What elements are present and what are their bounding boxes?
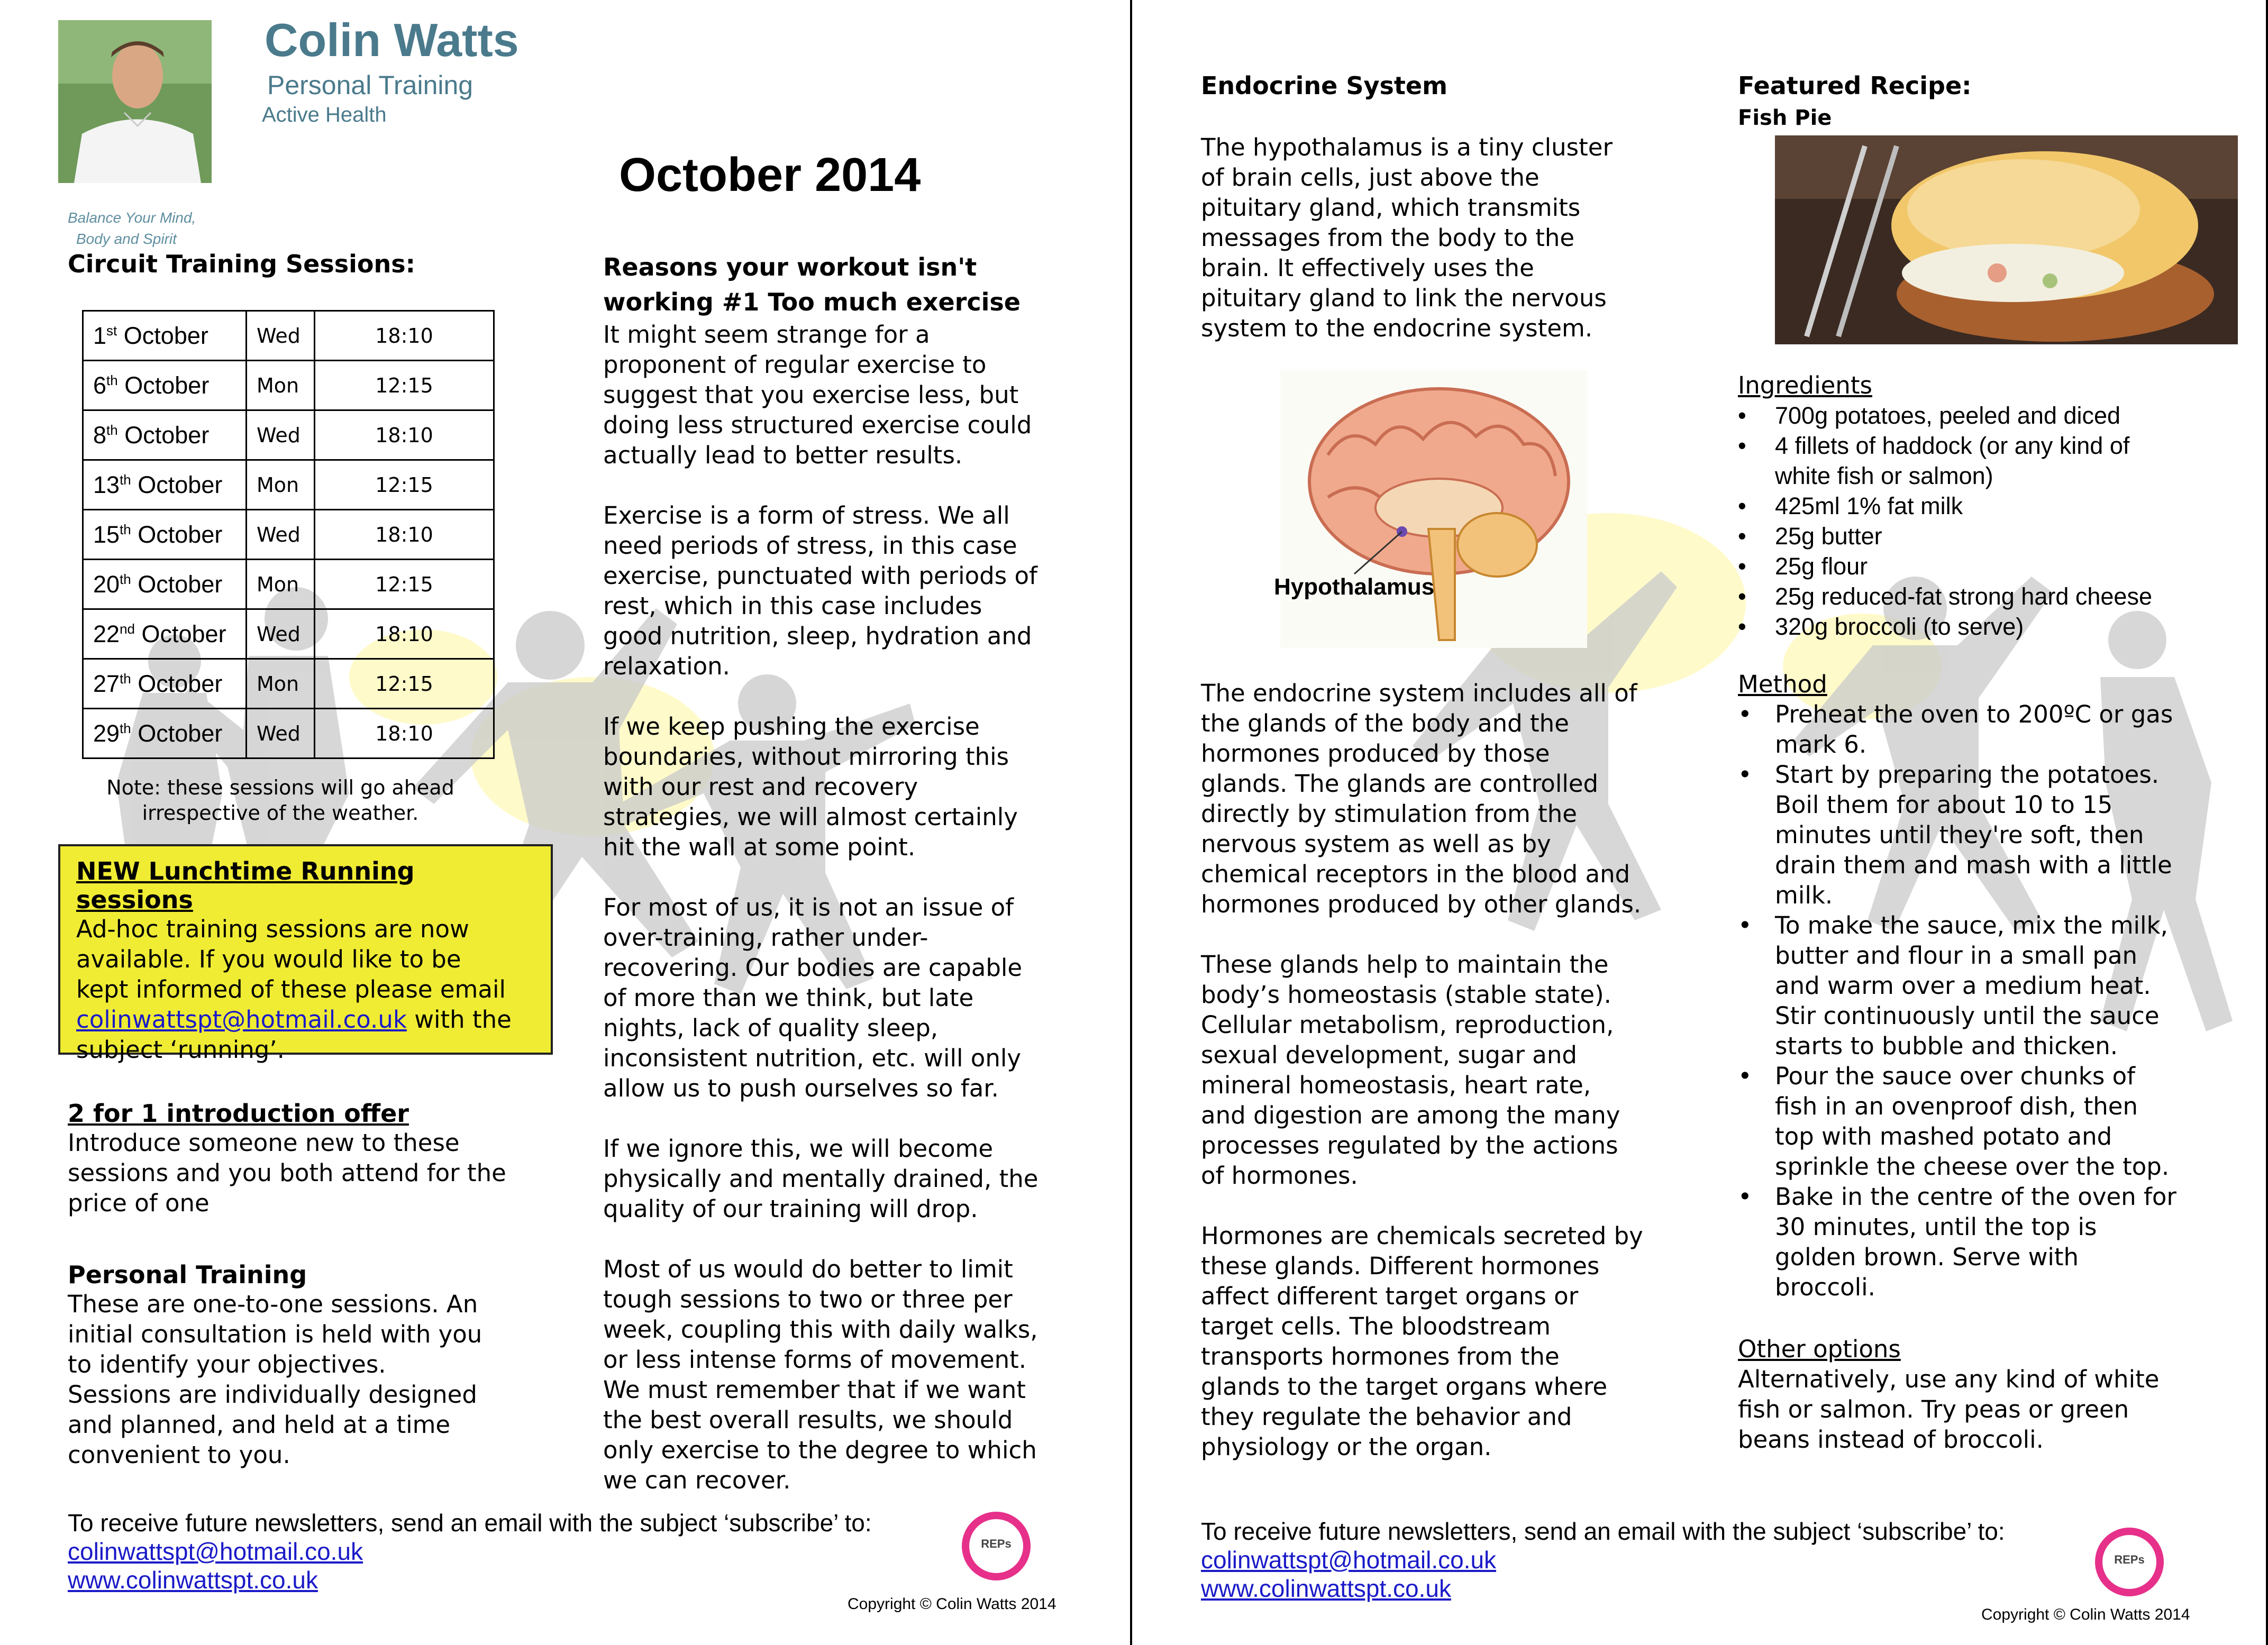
session-month: October <box>138 520 223 548</box>
lunchtime-line: subject ‘running’. <box>76 1036 285 1064</box>
article <box>603 250 1038 1495</box>
session-row <box>83 361 494 410</box>
endocrine-paragraph <box>1201 1221 1643 1462</box>
reps-badge-inner <box>969 1519 1023 1573</box>
personal-training-section <box>68 1260 482 1470</box>
endocrine-intro-line: messages from the body to the <box>1201 224 1575 252</box>
other-options-title: Other options <box>1738 1335 1901 1363</box>
session-time: 18:10 <box>315 609 494 659</box>
session-row <box>83 311 494 361</box>
article-line: the best overall results, we should <box>603 1406 1013 1434</box>
lunchtime-email-link[interactable]: colinwattspt@hotmail.co.uk <box>76 1006 407 1034</box>
ingredient-item <box>1738 611 2152 642</box>
endocrine-line: and digestion are among the many <box>1201 1101 1620 1129</box>
method-step-item-line: Stir continuously until the sauce <box>1775 1002 2160 1030</box>
method-step-item-line: broccoli. <box>1775 1273 1875 1301</box>
article-body <box>603 319 1038 1495</box>
method-step-item-line: • Preheat the oven to 200ºC or gas <box>1775 700 2173 728</box>
ingredient-item <box>1738 521 2152 551</box>
article-paragraph <box>603 1254 1038 1495</box>
other-options-section <box>1738 1334 2159 1455</box>
session-month: October <box>138 670 223 697</box>
recipe-heading: Featured Recipe: <box>1738 71 1972 100</box>
tagline-line-2: Body and Spirit <box>76 231 177 247</box>
ingredient-item <box>1738 491 2152 521</box>
lunchtime-running-box <box>58 844 553 1064</box>
method-step-item-line: milk. <box>1775 881 1833 909</box>
endocrine-line: body’s homeostasis (stable state). <box>1201 981 1611 1009</box>
personal-training-body <box>68 1289 482 1470</box>
ingredient-item <box>1738 400 2152 431</box>
article-paragraph <box>603 500 1038 681</box>
article-line: For most of us, it is not an issue of <box>603 893 1014 921</box>
endocrine-line: physiology or the organ. <box>1201 1433 1492 1461</box>
lunchtime-title: NEW Lunchtime Running sessions <box>76 857 415 914</box>
article-line: physically and mentally drained, the <box>603 1165 1039 1193</box>
endocrine-line: Cellular metabolism, reproduction, <box>1201 1011 1614 1039</box>
article-title-line-1: Reasons your workout isn't <box>603 253 977 281</box>
endocrine-line: these glands. Different hormones <box>1201 1252 1600 1280</box>
reps-badge-inner-right <box>2102 1535 2156 1589</box>
article-line: inconsistent nutrition, etc. will only <box>603 1044 1021 1072</box>
article-line: allow us to push ourselves so far. <box>603 1074 999 1102</box>
method-step-item-line: starts to bubble and thicken. <box>1775 1032 2118 1060</box>
session-day-suffix: st <box>106 322 117 339</box>
article-line: need periods of stress, in this case <box>603 532 1017 560</box>
session-weekday: Mon <box>247 560 315 609</box>
session-weekday: Wed <box>247 609 315 659</box>
session-date <box>83 311 247 361</box>
ingredient-item-line: • 25g reduced-fat strong hard cheese <box>1775 583 2152 610</box>
session-day-number: 15 <box>93 520 120 548</box>
lunchtime-line: available. If you would like to be <box>76 945 461 973</box>
sessions-note-line-1: Note: these sessions will go ahead <box>106 776 454 799</box>
session-month: October <box>123 322 208 349</box>
session-day-number: 22 <box>93 620 120 647</box>
endocrine-line: processes regulated by the actions <box>1201 1131 1618 1159</box>
article-line: recovering. Our bodies are capable <box>603 954 1023 982</box>
fish-pie-photo <box>1775 135 2238 344</box>
issue-date: October 2014 <box>619 149 921 202</box>
session-weekday: Mon <box>247 659 315 709</box>
endocrine-intro-line: pituitary gland, which transmits <box>1201 194 1581 222</box>
article-line: If we keep pushing the exercise <box>603 712 980 741</box>
article-paragraph <box>603 711 1038 862</box>
fish-pie-image <box>1775 135 2238 344</box>
session-weekday: Wed <box>247 709 315 758</box>
session-day-suffix: th <box>120 670 131 687</box>
article-title <box>603 250 1038 319</box>
endocrine-line: These glands help to maintain the <box>1201 951 1609 979</box>
ingredient-item-line: • 4 fillets of haddock (or any kind of <box>1775 432 2130 459</box>
right-page <box>1132 0 2268 1645</box>
left-page <box>0 0 1132 1645</box>
session-date <box>83 361 247 410</box>
method-step-item-line: • To make the sauce, mix the milk, <box>1775 911 2168 939</box>
method-step-item <box>1738 1061 2176 1182</box>
session-day-suffix: th <box>120 521 131 537</box>
ingredient-item-line: • 425ml 1% fat milk <box>1775 492 1963 519</box>
article-line: we can recover. <box>603 1466 791 1494</box>
article-line: exercise, punctuated with periods of <box>603 562 1037 590</box>
endocrine-line: Hormones are chemicals secreted by <box>1201 1222 1643 1250</box>
session-row <box>83 709 494 758</box>
personal-training-line: initial consultation is held with you <box>68 1320 482 1348</box>
endocrine-line: hormones produced by those <box>1201 739 1550 767</box>
session-month: October <box>138 570 223 598</box>
session-date <box>83 410 247 460</box>
method-step-item <box>1738 760 2176 910</box>
footer-website-link[interactable]: www.colinwattspt.co.uk <box>68 1566 318 1594</box>
article-line: rest, which in this case includes <box>603 592 982 620</box>
session-row <box>83 460 494 510</box>
ingredient-item-line: • 320g broccoli (to serve) <box>1775 613 2024 640</box>
footer-right <box>1201 1517 2005 1603</box>
article-line: week, coupling this with daily walks, <box>603 1315 1038 1344</box>
session-day-suffix: th <box>120 720 131 736</box>
session-day-number: 13 <box>93 471 120 498</box>
article-line: strategies, we will almost certainly <box>603 803 1018 831</box>
endocrine-line: glands. The glands are controlled <box>1201 770 1599 798</box>
ingredients-title: Ingredients <box>1738 371 1872 399</box>
session-time: 12:15 <box>315 560 494 609</box>
article-paragraph <box>603 319 1038 470</box>
endocrine-line: glands to the target organs where <box>1201 1373 1608 1401</box>
endocrine-intro-line: of brain cells, just above the <box>1201 163 1540 191</box>
reps-badge-icon <box>962 1512 1031 1580</box>
session-month: October <box>124 371 210 399</box>
article-line: proponent of regular exercise to <box>603 351 987 379</box>
sessions-table <box>82 310 495 759</box>
session-row <box>83 410 494 460</box>
endocrine-line: nervous system as well as by <box>1201 830 1551 858</box>
session-row <box>83 510 494 560</box>
footer-email-link-right[interactable]: colinwattspt@hotmail.co.uk <box>1201 1546 1497 1574</box>
endocrine-line: hormones produced by other glands. <box>1201 890 1642 918</box>
session-date <box>83 460 247 510</box>
article-paragraph <box>603 892 1038 1103</box>
footer-website-link-right[interactable]: www.colinwattspt.co.uk <box>1201 1575 1451 1602</box>
copyright: Copyright © Colin Watts 2014 <box>848 1595 1056 1613</box>
article-line: actually lead to better results. <box>603 441 963 469</box>
method-step-item-line: • Pour the sauce over chunks of <box>1775 1062 2135 1090</box>
personal-training-title: Personal Training <box>68 1260 307 1289</box>
offer-line: Introduce someone new to these <box>68 1129 460 1157</box>
session-day-number: 8 <box>93 421 107 449</box>
article-line: of more than we think, but late <box>603 984 974 1012</box>
endocrine-line: target cells. The bloodstream <box>1201 1312 1551 1340</box>
offer-line: sessions and you both attend for the <box>68 1159 506 1187</box>
session-time: 12:15 <box>315 460 494 510</box>
session-month: October <box>141 620 226 647</box>
session-day-suffix: th <box>120 471 131 488</box>
footer-email-link[interactable]: colinwattspt@hotmail.co.uk <box>68 1538 363 1565</box>
session-time: 18:10 <box>315 311 494 361</box>
personal-training-line: and planned, and held at a time <box>68 1411 451 1439</box>
endocrine-line: The endocrine system includes all of <box>1201 679 1637 707</box>
endocrine-line: the glands of the body and the <box>1201 709 1569 737</box>
method-step-item-line: mark 6. <box>1775 730 1867 758</box>
sessions-note <box>90 775 471 826</box>
trainer-portrait-image <box>58 20 212 183</box>
endocrine-paragraph <box>1201 678 1643 919</box>
article-line: suggest that you exercise less, but <box>603 381 1019 409</box>
ingredient-item-line: white fish or salmon) <box>1775 462 1993 489</box>
article-line: tough sessions to two or three per <box>603 1285 1013 1313</box>
article-line: hit the wall at some point. <box>603 833 916 861</box>
personal-training-line: to identify your objectives. <box>68 1350 386 1378</box>
endocrine-line: transports hormones from the <box>1201 1342 1560 1370</box>
method-list <box>1738 699 2176 1302</box>
offer-body <box>68 1128 506 1218</box>
session-month: October <box>138 471 223 498</box>
article-line: We must remember that if we want <box>603 1376 1026 1404</box>
session-day-number: 27 <box>93 670 120 697</box>
session-date <box>83 560 247 609</box>
article-line: relaxation. <box>603 652 730 680</box>
circuit-heading: Circuit Training Sessions: <box>68 250 416 278</box>
lunchtime-body <box>76 914 535 1065</box>
session-date <box>83 659 247 709</box>
lunchtime-line: kept informed of these please email <box>76 975 506 1003</box>
endocrine-line: affect different target organs or <box>1201 1282 1579 1310</box>
session-row <box>83 560 494 609</box>
ingredients-list <box>1738 400 2152 642</box>
personal-training-line: Sessions are individually designed <box>68 1381 477 1409</box>
offer-section <box>68 1099 506 1218</box>
offer-line: price of one <box>68 1189 210 1217</box>
recipe-name: Fish Pie <box>1738 106 1832 130</box>
endocrine-intro-line: pituitary gland to link the nervous <box>1201 284 1607 312</box>
session-day-number: 1 <box>93 322 107 349</box>
method-step-item-line: and warm over a medium heat. <box>1775 972 2151 1000</box>
session-row <box>83 609 494 659</box>
article-line: only exercise to the degree to which <box>603 1436 1037 1464</box>
method-step-item-line: butter and flour in a small pan <box>1775 942 2138 970</box>
ingredient-item <box>1738 551 2152 581</box>
method-step-item-line: sprinkle the cheese over the top. <box>1775 1153 2170 1181</box>
article-line: or less intense forms of movement. <box>603 1346 1027 1374</box>
session-time: 18:10 <box>315 510 494 560</box>
ingredient-item-line: • 25g flour <box>1775 553 1868 580</box>
subscribe-text-right: To receive future newsletters, send an email with the subject ‘subscribe’ to: <box>1201 1518 2005 1545</box>
method-step-item <box>1738 1182 2176 1302</box>
lunchtime-email-suffix: with the <box>406 1006 512 1034</box>
endocrine-intro-line: brain. It effectively uses the <box>1201 254 1534 282</box>
article-paragraph <box>603 1134 1038 1224</box>
method-step-item-line: fish in an ovenproof dish, then <box>1775 1092 2138 1120</box>
session-time: 12:15 <box>315 361 494 410</box>
ingredients-section <box>1738 370 2152 642</box>
session-weekday: Wed <box>247 510 315 560</box>
method-step-item-line: Boil them for about 10 to 15 <box>1775 791 2113 819</box>
hypothalamus-label: Hypothalamus <box>1274 574 1435 600</box>
article-line: It might seem strange for a <box>603 321 930 349</box>
session-day-suffix: th <box>120 571 131 587</box>
ingredient-item-line: • 700g potatoes, peeled and diced <box>1775 402 2121 429</box>
method-step-item-line: • Start by preparing the potatoes. <box>1775 761 2160 789</box>
ingredient-item <box>1738 581 2152 611</box>
ingredient-item-line: • 25g butter <box>1775 523 1882 550</box>
article-line: over-training, rather under- <box>603 924 928 952</box>
session-weekday: Wed <box>247 311 315 361</box>
other-options-line: fish or salmon. Try peas or green <box>1738 1395 2129 1423</box>
method-step-item-line: 30 minutes, until the top is <box>1775 1213 2097 1241</box>
hypothalamus-image <box>1274 370 1587 648</box>
article-line: quality of our training will drop. <box>603 1195 978 1223</box>
session-weekday: Mon <box>247 460 315 510</box>
personal-training-line: convenient to you. <box>68 1441 290 1469</box>
endocrine-line: directly by stimulation from the <box>1201 800 1577 828</box>
reps-badge-label: REPs <box>981 1537 1012 1550</box>
subscribe-text: To receive future newsletters, send an email with the subject ‘subscribe’ to: <box>68 1509 872 1537</box>
method-step-item-line: top with mashed potato and <box>1775 1122 2112 1150</box>
article-line: Most of us would do better to limit <box>603 1255 1013 1283</box>
session-date <box>83 510 247 560</box>
session-month: October <box>124 421 210 449</box>
session-time: 12:15 <box>315 659 494 709</box>
method-section <box>1738 669 2176 1302</box>
endocrine-intro-line: The hypothalamus is a tiny cluster <box>1201 133 1613 161</box>
method-step-item <box>1738 699 2176 760</box>
other-options-body <box>1738 1364 2159 1455</box>
lunchtime-line: Ad-hoc training sessions are now <box>76 915 469 943</box>
endocrine-intro <box>1201 132 1613 343</box>
article-line: If we ignore this, we will become <box>603 1135 994 1163</box>
session-row <box>83 659 494 709</box>
endocrine-line: they regulate the behavior and <box>1201 1403 1572 1431</box>
endocrine-heading: Endocrine System <box>1201 71 1447 100</box>
endocrine-paragraph <box>1201 949 1643 1191</box>
reps-badge-label-right: REPs <box>2114 1553 2145 1566</box>
endocrine-line: chemical receptors in the blood and <box>1201 860 1631 888</box>
reps-badge-icon-right <box>2095 1528 2164 1596</box>
lunchtime-email-line <box>76 1004 535 1035</box>
session-day-suffix: th <box>106 372 118 388</box>
brand-subtitle-2: Active Health <box>262 103 387 126</box>
session-date <box>83 709 247 758</box>
other-options-line: beans instead of broccoli. <box>1738 1425 2044 1454</box>
other-options-line: Alternatively, use any kind of white <box>1738 1365 2160 1393</box>
footer-left <box>68 1509 872 1594</box>
method-step-item <box>1738 910 2176 1061</box>
session-date <box>83 609 247 659</box>
tagline <box>68 207 196 250</box>
session-weekday: Wed <box>247 410 315 460</box>
copyright-right: Copyright © Colin Watts 2014 <box>1981 1606 2190 1623</box>
method-step-item-line: minutes until they're soft, then <box>1775 821 2144 849</box>
session-time: 18:10 <box>315 709 494 758</box>
endocrine-body <box>1201 678 1643 1462</box>
trainer-photo <box>58 20 212 183</box>
brand-name: Colin Watts <box>265 14 519 66</box>
article-line: nights, lack of quality sleep, <box>603 1014 939 1042</box>
session-weekday: Mon <box>247 361 315 410</box>
article-line: boundaries, without mirroring this <box>603 743 1009 771</box>
endocrine-line: mineral homeostasis, heart rate, <box>1201 1071 1591 1099</box>
session-day-number: 20 <box>93 570 120 598</box>
article-title-line-2: working #1 Too much exercise <box>603 288 1021 316</box>
personal-training-line: These are one-to-one sessions. An <box>68 1290 478 1318</box>
offer-title: 2 for 1 introduction offer <box>68 1099 409 1128</box>
ingredient-item <box>1738 431 2152 491</box>
session-day-suffix: nd <box>120 620 135 637</box>
method-step-item-line: • Bake in the centre of the oven for <box>1775 1183 2176 1211</box>
tagline-line-1: Balance Your Mind, <box>68 209 196 226</box>
article-line: doing less structured exercise could <box>603 411 1032 439</box>
session-month: October <box>138 719 223 747</box>
endocrine-intro-line: system to the endocrine system. <box>1201 314 1593 342</box>
session-time: 18:10 <box>315 410 494 460</box>
method-title: Method <box>1738 670 1827 698</box>
method-step-item-line: drain them and mash with a little <box>1775 851 2172 879</box>
session-day-suffix: th <box>106 422 118 438</box>
endocrine-line: of hormones. <box>1201 1162 1358 1190</box>
session-day-number: 29 <box>93 719 120 747</box>
article-line: Exercise is a form of stress. We all <box>603 501 1010 529</box>
method-step-item-line: golden brown. Serve with <box>1775 1243 2079 1271</box>
article-line: with our rest and recovery <box>603 773 918 801</box>
endocrine-line: sexual development, sugar and <box>1201 1041 1577 1069</box>
brain-icon <box>1280 370 1587 648</box>
brand-subtitle: Personal Training <box>267 70 473 100</box>
article-line: good nutrition, sleep, hydration and <box>603 622 1032 650</box>
sessions-note-line-2: irrespective of the weather. <box>142 801 419 825</box>
session-day-number: 6 <box>93 371 107 399</box>
